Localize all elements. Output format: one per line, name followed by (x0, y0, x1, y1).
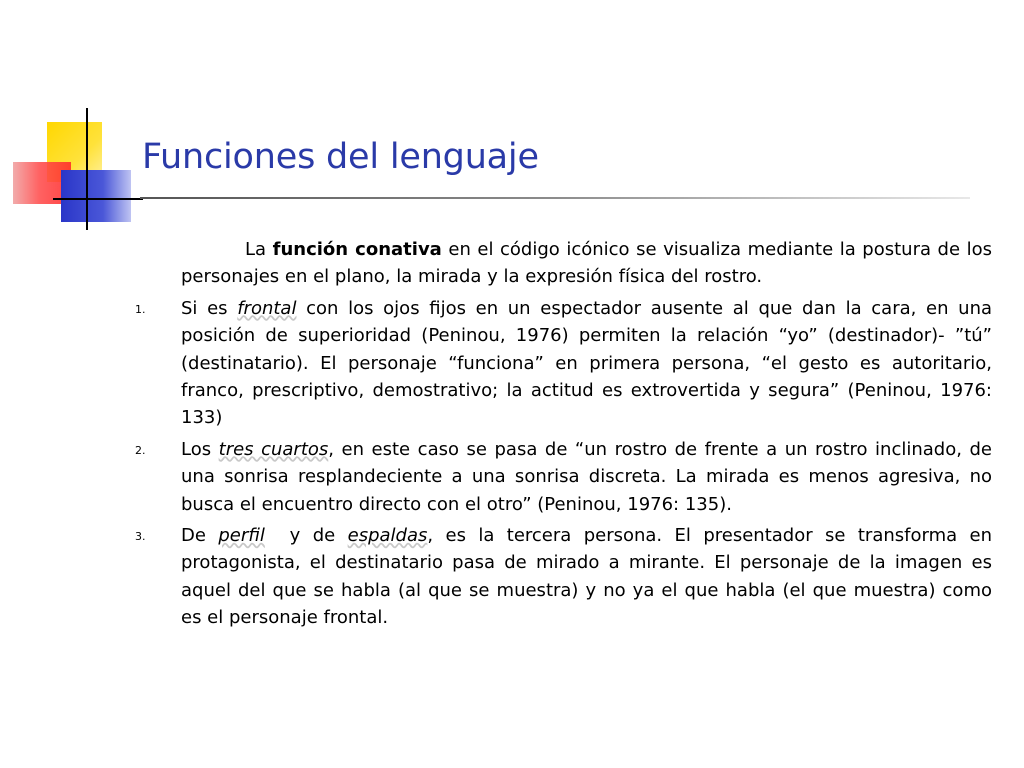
intro-bold-term: función conativa (272, 239, 442, 260)
list-item (135, 522, 993, 632)
numbered-list (135, 295, 993, 632)
intro-text-before: La (245, 239, 273, 260)
item-text-before: Si es (181, 297, 238, 319)
list-marker: 3. (135, 530, 146, 544)
list-marker: 1. (135, 302, 146, 316)
blue-square (61, 170, 131, 222)
item-text-after: , es la tercera persona. El presentador se transforma en protagonista, el destinatario pasa de mirado a mirante. El personaje de la imagen es aquel del que se habla (al que se muestra) y no ya el que habla (el que muestra) como es el personaje frontal. (181, 525, 993, 629)
list-item (135, 295, 993, 432)
logo-horizontal-line (53, 198, 143, 200)
title-underline (140, 197, 970, 199)
logo-vertical-line (86, 108, 88, 230)
intro-text-after: en el código icónico se visualiza mediante la postura de los personajes en el plano, la mirada y la expresión física del rostro. (181, 239, 992, 288)
item-emphasis: frontal (237, 297, 297, 319)
item-text-after: , en este caso se pasa de “un rostro de frente a un rostro inclinado, de una sonrisa resplandeciente a una sonrisa discreta. La mirada es menos agresiva, no busca el encuentro directo con el otro” (Peninou, 1976: 135). (181, 438, 992, 515)
item-emphasis: tres cuartos (218, 438, 329, 460)
list-item (135, 436, 992, 518)
item-emphasis: perfil (218, 525, 265, 547)
item-emphasis-secondary: espaldas (347, 525, 428, 547)
decorative-squares-logo (0, 100, 150, 240)
intro-paragraph (181, 236, 992, 291)
slide-body (135, 236, 993, 636)
slide-title: Funciones del lenguaje (142, 137, 539, 177)
item-text-before: Los (181, 438, 219, 460)
item-text-after: con los ojos fijos en un espectador ausente al que dan la cara, en una posición de superioridad (Peninou, 1976) permiten la relación “yo” (destinador)- ”tú” (destinatario). El personaje “funciona” en primera persona, “el gesto es autoritario, franco, prescriptivo, demostrativo; la actitud es extrovertida y segura” (Peninou, 1976: 133) (181, 297, 993, 429)
list-marker: 2. (135, 443, 146, 457)
item-text-before: De (181, 525, 219, 547)
item-text-middle: y de (264, 525, 348, 547)
